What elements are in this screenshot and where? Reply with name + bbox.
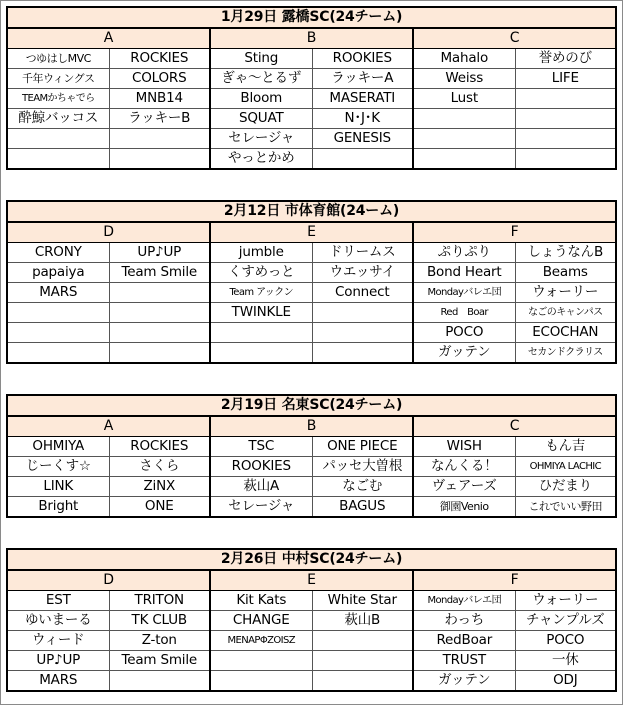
group-header: C [413, 416, 616, 437]
empty-cell [210, 323, 312, 343]
team-cell: UP♪UP [109, 243, 210, 263]
empty-cell [109, 303, 210, 323]
empty-cell [312, 631, 413, 651]
team-cell: COLORS [109, 69, 210, 89]
team-cell: くすめっと [210, 263, 312, 283]
team-cell: Mahalo [413, 49, 515, 69]
team-cell: ROCKIES [109, 49, 210, 69]
team-cell: 千年ウィングス [7, 69, 109, 89]
team-cell: White Star [312, 591, 413, 611]
team-cell: Bright [7, 497, 109, 518]
team-cell: Lust [413, 89, 515, 109]
table-row [7, 129, 616, 149]
team-cell: ROCKIES [109, 437, 210, 457]
team-cell: 御園Venio [413, 497, 515, 518]
team-cell: ROOKIES [312, 49, 413, 69]
team-cell: 萩山B [312, 611, 413, 631]
table-row [7, 591, 616, 611]
team-cell: Mondayバレエ団 [413, 283, 515, 303]
table-row [7, 671, 616, 692]
team-cell: 一休 [515, 651, 616, 671]
team-cell: Team アックン [210, 283, 312, 303]
team-cell: 萩山A [210, 477, 312, 497]
group-header: A [7, 28, 210, 49]
schedule-block-4 [6, 548, 616, 692]
block-title: 2月19日 名東SC(24チーム) [7, 395, 616, 416]
team-cell: さくら [109, 457, 210, 477]
team-cell: OHMIYA [7, 437, 109, 457]
empty-cell [413, 109, 515, 129]
empty-cell [109, 129, 210, 149]
team-cell: ヴェアーズ [413, 477, 515, 497]
team-cell: Team Smile [109, 651, 210, 671]
block-title: 1月29日 露橋SC(24チーム) [7, 7, 616, 28]
team-cell: ONE PIECE [312, 437, 413, 457]
team-cell: Red Boar [413, 303, 515, 323]
team-cell: ガッテン [413, 671, 515, 692]
table-row [7, 149, 616, 170]
team-cell: ラッキーA [312, 69, 413, 89]
team-cell: TWINKLE [210, 303, 312, 323]
group-header: A [7, 416, 210, 437]
team-cell: CHANGE [210, 611, 312, 631]
empty-cell [312, 651, 413, 671]
team-cell: CRONY [7, 243, 109, 263]
block-title: 2月12日 市体育館(24ーム) [7, 201, 616, 222]
schedule-block-1 [6, 6, 616, 170]
empty-cell [7, 323, 109, 343]
team-cell: わっち [413, 611, 515, 631]
team-cell: ぷりぷり [413, 243, 515, 263]
team-cell: セレージャ [210, 497, 312, 518]
team-cell: SQUAT [210, 109, 312, 129]
empty-cell [7, 149, 109, 170]
empty-cell [210, 671, 312, 692]
group-header: D [7, 570, 210, 591]
team-cell: BAGUS [312, 497, 413, 518]
table-row [7, 89, 616, 109]
empty-cell [7, 303, 109, 323]
team-cell: ウォーリー [515, 591, 616, 611]
group-header: F [413, 570, 616, 591]
team-cell: EST [7, 591, 109, 611]
table-row [7, 477, 616, 497]
table-row [7, 323, 616, 343]
team-cell: パッセ大曽根 [312, 457, 413, 477]
team-cell: UP♪UP [7, 651, 109, 671]
team-cell: Beams [515, 263, 616, 283]
team-cell: MARS [7, 671, 109, 692]
team-cell: MNB14 [109, 89, 210, 109]
empty-cell [312, 149, 413, 170]
team-cell: RedBoar [413, 631, 515, 651]
team-cell: ONE [109, 497, 210, 518]
table-row [7, 243, 616, 263]
team-cell: Bond Heart [413, 263, 515, 283]
team-cell: LINK [7, 477, 109, 497]
empty-cell [109, 323, 210, 343]
team-cell: N･J･K [312, 109, 413, 129]
team-cell: Sting [210, 49, 312, 69]
team-cell: ラッキーB [109, 109, 210, 129]
empty-cell [109, 671, 210, 692]
empty-cell [109, 283, 210, 303]
empty-cell [7, 129, 109, 149]
team-cell: ぎゃ～とるず [210, 69, 312, 89]
group-header: E [210, 222, 413, 243]
empty-cell [312, 303, 413, 323]
team-cell: jumble [210, 243, 312, 263]
group-header: B [210, 416, 413, 437]
team-cell: ゆいまーる [7, 611, 109, 631]
team-cell: Bloom [210, 89, 312, 109]
empty-cell [210, 343, 312, 364]
empty-cell [7, 343, 109, 364]
schedule-block-2 [6, 200, 616, 364]
team-cell: ウォーリー [515, 283, 616, 303]
empty-cell [515, 129, 616, 149]
team-cell: チャンプルズ [515, 611, 616, 631]
table-row [7, 69, 616, 89]
table-row [7, 651, 616, 671]
team-cell: 酔鯨バッコス [7, 109, 109, 129]
team-cell: ECOCHAN [515, 323, 616, 343]
table-row [7, 457, 616, 477]
team-cell: ODJ [515, 671, 616, 692]
group-header: E [210, 570, 413, 591]
team-cell: WISH [413, 437, 515, 457]
team-cell: Connect [312, 283, 413, 303]
team-cell: LIFE [515, 69, 616, 89]
team-cell: ウィード [7, 631, 109, 651]
schedule-table [6, 394, 617, 518]
team-cell: Mondayバレエ団 [413, 591, 515, 611]
empty-cell [109, 343, 210, 364]
team-cell: ガッテン [413, 343, 515, 364]
table-row [7, 631, 616, 651]
team-cell: ウエッサイ [312, 263, 413, 283]
table-row [7, 283, 616, 303]
empty-cell [210, 651, 312, 671]
block-title: 2月26日 中村SC(24チーム) [7, 549, 616, 570]
team-cell: セカンドクラリス [515, 343, 616, 364]
empty-cell [312, 671, 413, 692]
team-cell: ドリームス [312, 243, 413, 263]
team-cell: papaiya [7, 263, 109, 283]
team-cell: やっとかめ [210, 149, 312, 170]
team-cell: なごのキャンパス [515, 303, 616, 323]
team-cell: TEAMかちゃでら [7, 89, 109, 109]
group-header: F [413, 222, 616, 243]
empty-cell [515, 89, 616, 109]
table-row [7, 303, 616, 323]
schedule-table [6, 6, 617, 170]
team-cell: MENAPΦZOISZ [210, 631, 312, 651]
team-cell: TRUST [413, 651, 515, 671]
team-cell: ROOKIES [210, 457, 312, 477]
team-cell: POCO [413, 323, 515, 343]
empty-cell [413, 149, 515, 170]
empty-cell [312, 323, 413, 343]
empty-cell [515, 109, 616, 129]
team-cell: POCO [515, 631, 616, 651]
team-cell: なんくる！ [413, 457, 515, 477]
table-row [7, 263, 616, 283]
table-row [7, 109, 616, 129]
team-cell: Z-ton [109, 631, 210, 651]
team-cell: もん吉 [515, 437, 616, 457]
team-cell: Team Smile [109, 263, 210, 283]
empty-cell [515, 149, 616, 170]
team-cell: ZiNX [109, 477, 210, 497]
team-cell: TSC [210, 437, 312, 457]
team-cell: なごむ [312, 477, 413, 497]
group-header: D [7, 222, 210, 243]
empty-cell [109, 149, 210, 170]
schedule-block-3 [6, 394, 616, 518]
team-cell: OHMIYA LACHIC [515, 457, 616, 477]
team-cell: MARS [7, 283, 109, 303]
empty-cell [312, 343, 413, 364]
team-cell: 誉めのび [515, 49, 616, 69]
group-header: C [413, 28, 616, 49]
schedule-table [6, 548, 617, 692]
team-cell: ひだまり [515, 477, 616, 497]
team-cell: じーくす☆ [7, 457, 109, 477]
team-cell: TK CLUB [109, 611, 210, 631]
team-cell: つゆはしMVC [7, 49, 109, 69]
team-cell: MASERATI [312, 89, 413, 109]
team-cell: しょうなんB [515, 243, 616, 263]
team-cell: GENESIS [312, 129, 413, 149]
group-header: B [210, 28, 413, 49]
table-row [7, 49, 616, 69]
team-cell: Kit Kats [210, 591, 312, 611]
team-cell: Weiss [413, 69, 515, 89]
table-row [7, 437, 616, 457]
table-row [7, 343, 616, 364]
table-row [7, 611, 616, 631]
team-cell: セレージャ [210, 129, 312, 149]
schedule-table [6, 200, 617, 364]
table-row [7, 497, 616, 518]
team-cell: これでいい野田 [515, 497, 616, 518]
empty-cell [413, 129, 515, 149]
team-cell: TRITON [109, 591, 210, 611]
